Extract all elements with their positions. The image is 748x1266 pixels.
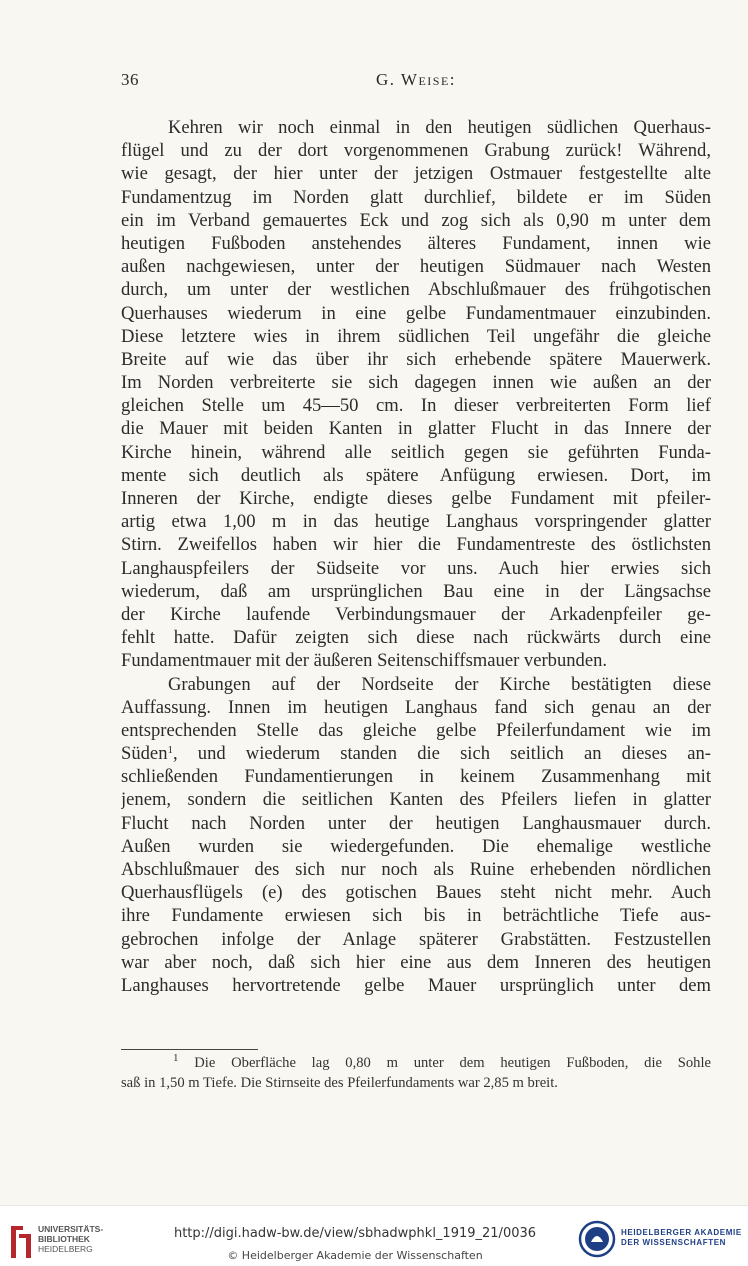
text-line: ein im Verband gemauertes Eck und zog sich als 0,90 m unter dem xyxy=(121,209,711,231)
university-library-logo-text xyxy=(38,1224,103,1254)
page-header xyxy=(121,70,711,94)
text-fragment: Süden xyxy=(121,743,168,765)
text-line: ihre Fundamente erwiesen sich bis in beträchtliche Tiefe aus- xyxy=(121,905,711,927)
footnote-divider xyxy=(121,1049,258,1050)
text-line: schließenden Fundamentierungen in keinem Zusammenhang mit xyxy=(121,766,711,788)
footnote xyxy=(121,1053,711,1093)
text-line: Flucht nach Norden unter der heutigen Langhausmauer durch. xyxy=(121,812,711,834)
text-line: fehlt hatte. Dafür zeigten sich diese nach rückwärts durch eine xyxy=(121,627,711,649)
footnote-line xyxy=(121,1053,711,1073)
text-line: gleichen Stelle um 45—50 cm. In dieser verbreiterten Form lief xyxy=(121,395,711,417)
text-line: wie gesagt, der hier unter der jetzigen Ostmauer festgestellte alte xyxy=(121,163,711,185)
text-line: heutigen Fußboden anstehendes älteres Fundament, innen wie xyxy=(121,232,711,254)
logo-text-line: HEIDELBERGER AKADEMIE xyxy=(621,1228,742,1237)
body-text xyxy=(121,116,711,997)
text-line: wiederum, daß am ursprünglichen Bau eine in der Längsachse xyxy=(121,580,711,602)
copyright-notice: © Heidelberger Akademie der Wissenschaften xyxy=(227,1249,483,1262)
text-line: Langhauspfeilers der Südseite vor uns. Auch hier erwies sich xyxy=(121,557,711,579)
text-line: artig etwa 1,00 m in das heutige Langhaus vorspringender glatter xyxy=(121,511,711,533)
footnote-text: Die Oberfläche lag 0,80 m unter dem heutigen Fußboden, die Sohle xyxy=(194,1055,711,1071)
text-line: war aber noch, daß sich hier eine aus dem Inneren des heutigen xyxy=(121,951,711,973)
text-line: Kehren wir noch einmal in den heutigen südlichen Querhaus- xyxy=(168,117,711,138)
logo-text-line: UNIVERSITÄTS- xyxy=(38,1224,104,1234)
text-line: Außen wurden sie wiedergefunden. Die ehemalige westliche xyxy=(121,835,711,857)
text-fragment: , und wiederum standen die sich seitlich an dieses an- xyxy=(172,743,711,765)
logo-text-line: HEIDELBERG xyxy=(38,1244,93,1254)
text-line: Querhausflügels (e) des gotischen Baues steht nicht mehr. Auch xyxy=(121,882,711,904)
text-line: Diese letztere wies in ihrem südlichen Teil ungefähr die gleiche xyxy=(121,325,711,347)
text-line: die Mauer mit beiden Kanten in glatter Flucht in das Innere der xyxy=(121,418,711,440)
text-line: Im Norden verbreiterte sie sich dagegen innen wie außen an der xyxy=(121,372,711,394)
logo-text-line: DER WISSENSCHAFTEN xyxy=(621,1238,727,1247)
viewer-footer xyxy=(0,1205,748,1266)
text-line: entsprechenden Stelle das gleiche gelbe Pfeilerfundament wie im xyxy=(121,719,711,741)
text-line: Fundamentzug im Norden glatt durchlief, bildete er im Süden xyxy=(121,186,711,208)
text-line: flügel und zu der dort vorgenommenen Grabung zurück! Während, xyxy=(121,140,711,162)
text-line: mente sich deutlich als spätere Anfügung erwiesen. Dort, im xyxy=(121,464,711,486)
running-head: G. Weise: xyxy=(375,70,457,89)
text-line: außen nachgewiesen, unter der heutigen Südmauer nach Westen xyxy=(121,256,711,278)
permalink-url[interactable]: http://digi.hadw-bw.de/view/sbhadwphkl_1919_21/0036 xyxy=(173,1226,537,1241)
text-line: Stirn. Zweifellos haben wir hier die Fundamentreste des östlichsten xyxy=(121,534,711,556)
footnote-line: saß in 1,50 m Tiefe. Die Stirnseite des Pfeilerfundaments war 2,85 m breit. xyxy=(121,1075,558,1091)
text-line: Kirche hinein, während alle seitlich gegen sie geführten Funda- xyxy=(121,441,711,463)
footnote-marker: 1 xyxy=(173,1053,179,1064)
text-line-with-footnote-ref xyxy=(121,742,711,765)
text-line: gebrochen infolge der Anlage späterer Grabstätten. Festzustellen xyxy=(121,928,711,950)
text-line: Langhauses hervortretende gelbe Mauer ursprünglich unter dem xyxy=(121,974,711,996)
logo-text-line: BIBLIOTHEK xyxy=(38,1234,90,1244)
academy-seal-icon[interactable] xyxy=(578,1220,616,1258)
page-number: 36 xyxy=(121,70,139,89)
text-line: Inneren der Kirche, endigte dieses gelbe Fundament mit pfeiler- xyxy=(121,488,711,509)
text-line: Grabungen auf der Nordseite der Kirche bestätigten diese xyxy=(168,673,711,695)
text-line: Querhauses wiederum in eine gelbe Fundamentmauer einzubinden. xyxy=(121,302,711,324)
text-line: durch, um unter der westlichen Abschlußmauer des frühgotischen xyxy=(121,279,711,301)
text-line: jenem, sondern die seitlichen Kanten des Pfeilers liefen in glatter xyxy=(121,789,711,811)
university-library-logo-icon[interactable] xyxy=(8,1222,34,1262)
text-line: Breite auf wie das über ihr sich erhebende spätere Mauerwerk. xyxy=(121,348,711,370)
footnote-reference[interactable]: 1 xyxy=(167,744,173,757)
text-line: der Kirche laufende Verbindungsmauer der Arkadenpfeiler ge- xyxy=(121,603,711,625)
text-line: Fundamentmauer mit der äußeren Seitenschiffsmauer verbunden. xyxy=(121,650,608,672)
text-line: Auffassung. Innen im heutigen Langhaus fand sich genau an der xyxy=(121,696,711,718)
text-line: Abschlußmauer des sich nur noch als Ruine erhebenden nördlichen xyxy=(121,859,711,880)
academy-logo-text xyxy=(621,1228,742,1248)
